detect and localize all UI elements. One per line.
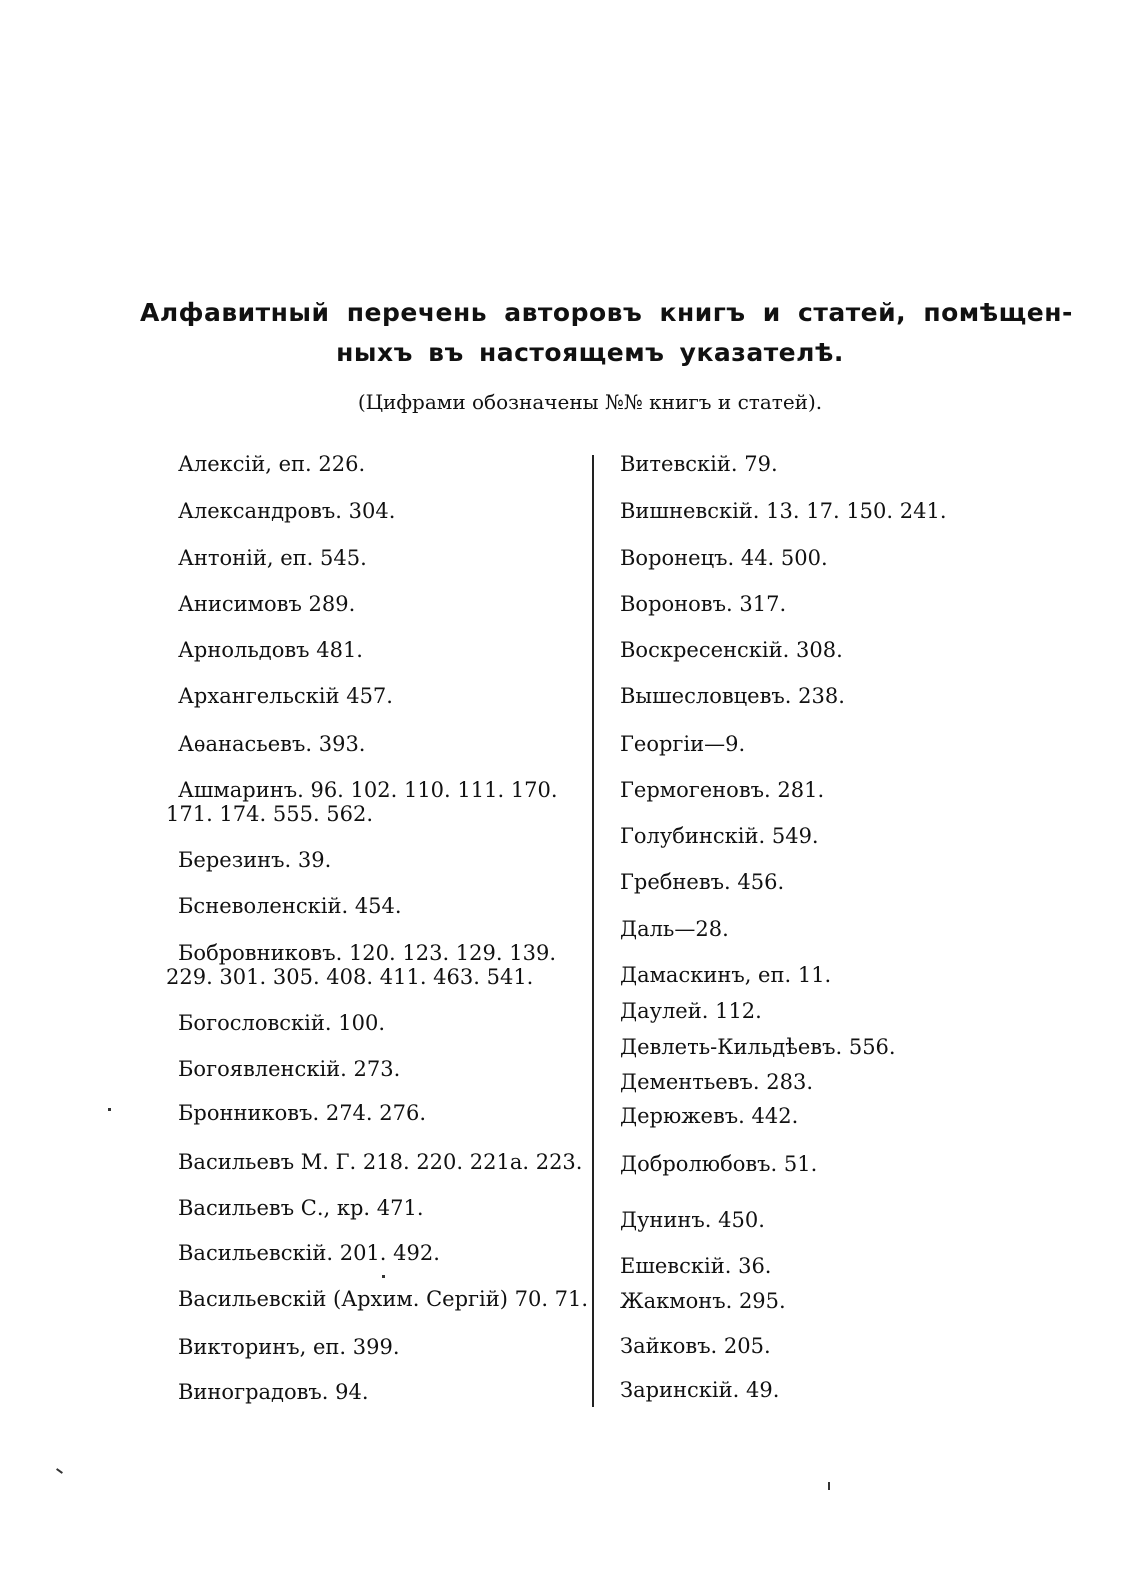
author-name: Заринскій. — [620, 1378, 740, 1402]
author-entry — [178, 1011, 385, 1035]
entry-numbers: 49. — [746, 1378, 780, 1402]
author-name: Добролюбовъ. — [620, 1152, 778, 1176]
author-entry — [178, 1287, 588, 1311]
entry-numbers: 226. — [318, 452, 366, 476]
author-entry — [620, 732, 745, 756]
author-name: Воронецъ. — [620, 546, 735, 570]
scan-speck — [382, 1275, 385, 1278]
entry-numbers: 96. 102. 110. 111. 170. — [310, 778, 558, 802]
entry-numbers: 201. 492. — [339, 1241, 440, 1265]
author-name: Девлеть-Кильдѣевъ. — [620, 1035, 843, 1059]
author-name: Бобровниковъ. — [178, 941, 343, 965]
author-entry — [620, 870, 784, 894]
entry-numbers: 471. — [376, 1196, 424, 1220]
author-name: Богословскій. — [178, 1011, 332, 1035]
entry-numbers: 454. — [354, 894, 402, 918]
author-entry — [620, 1289, 786, 1313]
author-name: Дементьевъ. — [620, 1070, 760, 1094]
entry-numbers: 556. — [848, 1035, 896, 1059]
author-entry — [620, 1104, 798, 1128]
entry-numbers: 13. 17. 150. 241. — [766, 499, 947, 523]
author-entry — [178, 1150, 582, 1174]
author-entry — [620, 499, 947, 523]
author-entry — [620, 1070, 813, 1094]
author-name: Анисимовъ — [178, 592, 302, 616]
entry-numbers: 295. — [738, 1289, 786, 1313]
entry-numbers: 481. — [316, 638, 363, 662]
author-entry — [178, 1196, 424, 1220]
entry-numbers: 450. — [718, 1208, 765, 1232]
author-name: Голубинскій. — [620, 824, 766, 848]
entry-numbers: 399. — [352, 1335, 400, 1359]
entry-numbers: 238. — [798, 684, 845, 708]
author-name: Березинъ. — [178, 848, 292, 872]
author-entry — [178, 1057, 400, 1081]
author-entry — [620, 963, 831, 987]
author-name: Вишневскій. — [620, 499, 760, 523]
author-name: Даулей. — [620, 999, 709, 1023]
entry-numbers: 112. — [715, 999, 762, 1023]
author-name: Вышесловцевъ. — [620, 684, 792, 708]
author-entry — [178, 684, 393, 708]
entry-numbers: 100. — [338, 1011, 386, 1035]
scan-speck — [108, 1108, 111, 1111]
page-title-line-1: Алфавитный перечень авторовъ книгъ и статей, помѣщен- — [140, 298, 1073, 327]
author-name: Богоявленскій. — [178, 1057, 347, 1081]
author-name: Витевскій. — [620, 452, 738, 476]
entry-numbers: 120. 123. 129. 139. — [348, 941, 556, 965]
entry-numbers: 79. — [744, 452, 778, 476]
author-entry — [620, 1152, 817, 1176]
author-entry — [620, 592, 786, 616]
scan-speck — [828, 1482, 830, 1490]
author-name: Ашмаринъ. — [178, 778, 304, 802]
author-entry — [178, 894, 402, 918]
author-name: Аѳанасьевъ. — [178, 732, 313, 756]
scan-speck — [56, 1468, 63, 1474]
author-entry — [620, 1254, 771, 1278]
author-name: Дерюжевъ. — [620, 1104, 745, 1128]
entry-numbers: 70. 71. — [514, 1287, 589, 1311]
author-entry — [178, 499, 395, 523]
author-name: Вороновъ. — [620, 592, 733, 616]
author-entry — [620, 684, 845, 708]
entry-numbers: 274. 276. — [325, 1101, 427, 1125]
author-name: Георгiи—9. — [620, 732, 746, 756]
entry-numbers: 304. — [348, 499, 396, 523]
entry-numbers: 11. — [797, 963, 832, 987]
author-name: Дунинъ. — [620, 1208, 712, 1232]
author-entry — [620, 1035, 896, 1059]
author-name: Васильевъ С., кр. — [178, 1196, 371, 1220]
author-name: Дамаскинъ, еп. — [620, 963, 792, 987]
author-name: Алексій, еп. — [178, 452, 312, 476]
author-name: Гермогеновъ. — [620, 778, 771, 802]
entry-numbers-continued: 171. 174. 555. 562. — [166, 802, 374, 826]
author-name: Ешевскій. — [620, 1254, 732, 1278]
author-name: Даль—28. — [620, 917, 729, 941]
entry-numbers: 44. 500. — [740, 546, 828, 570]
entry-numbers: 549. — [771, 824, 819, 848]
author-entry — [620, 999, 762, 1023]
author-entry — [178, 452, 365, 476]
entry-numbers: 39. — [297, 848, 332, 872]
author-entry — [620, 546, 828, 570]
author-entry — [620, 452, 778, 476]
entry-numbers: 393. — [318, 732, 366, 756]
entry-numbers: 273. — [353, 1057, 401, 1081]
author-entry — [178, 592, 355, 616]
author-entry — [178, 638, 363, 662]
author-entry — [620, 778, 824, 802]
author-entry — [178, 1380, 369, 1404]
author-name: Виноградовъ. — [178, 1380, 329, 1404]
author-entry — [178, 1241, 440, 1265]
author-name: Бронниковъ. — [178, 1101, 320, 1125]
author-name: Жакмонъ. — [620, 1289, 733, 1313]
author-entry — [166, 941, 556, 989]
author-entry — [620, 1334, 771, 1358]
author-entry — [620, 1208, 765, 1232]
entry-numbers: 456. — [737, 870, 785, 894]
entry-numbers: 94. — [335, 1380, 369, 1404]
author-entry — [178, 732, 365, 756]
entry-numbers: 317. — [739, 592, 787, 616]
author-name: Александровъ. — [178, 499, 342, 523]
entry-numbers: 51. — [783, 1152, 818, 1176]
author-name: Бсневоленскій. — [178, 894, 349, 918]
entry-numbers: 289. — [308, 592, 356, 616]
entry-numbers: 283. — [766, 1070, 814, 1094]
entry-numbers-continued: 229. 301. 305. 408. 411. 463. 541. — [166, 965, 534, 989]
author-entry — [178, 848, 331, 872]
author-entry — [620, 824, 819, 848]
entry-numbers: 457. — [346, 684, 393, 708]
author-name: Васильевъ М. Г. — [178, 1150, 357, 1174]
author-name: Викторинъ, еп. — [178, 1335, 347, 1359]
author-entry — [620, 917, 729, 941]
entry-numbers: 308. — [795, 638, 843, 662]
author-entry — [178, 1335, 400, 1359]
author-name: Гребневъ. — [620, 870, 731, 894]
author-name: Зайковъ. — [620, 1334, 718, 1358]
author-entry — [178, 1101, 426, 1125]
author-name: Арнольдовъ — [178, 638, 310, 662]
author-name: Васильевскій (Архим. Сергій) — [178, 1287, 508, 1311]
entry-numbers: 218. 220. 221а. 223. — [362, 1150, 583, 1174]
author-name: Антоній, еп. — [178, 546, 314, 570]
entry-numbers: 36. — [738, 1254, 772, 1278]
author-name: Воскресенскій. — [620, 638, 790, 662]
entry-numbers: 281. — [777, 778, 825, 802]
author-name: Архангельскій — [178, 684, 340, 708]
column-divider — [592, 455, 594, 1407]
subtitle-note: (Цифрами обозначены №№ книгъ и статей). — [357, 390, 823, 414]
author-name: Васильевскій. — [178, 1241, 334, 1265]
entry-numbers: 442. — [751, 1104, 799, 1128]
author-entry — [166, 778, 558, 826]
page-title-line-2: ныхъ въ настоящемъ указателѣ. — [336, 338, 844, 367]
entry-numbers: 205. — [723, 1334, 771, 1358]
entry-numbers: 545. — [320, 546, 367, 570]
author-entry — [178, 546, 367, 570]
author-entry — [620, 1378, 779, 1402]
author-entry — [620, 638, 843, 662]
